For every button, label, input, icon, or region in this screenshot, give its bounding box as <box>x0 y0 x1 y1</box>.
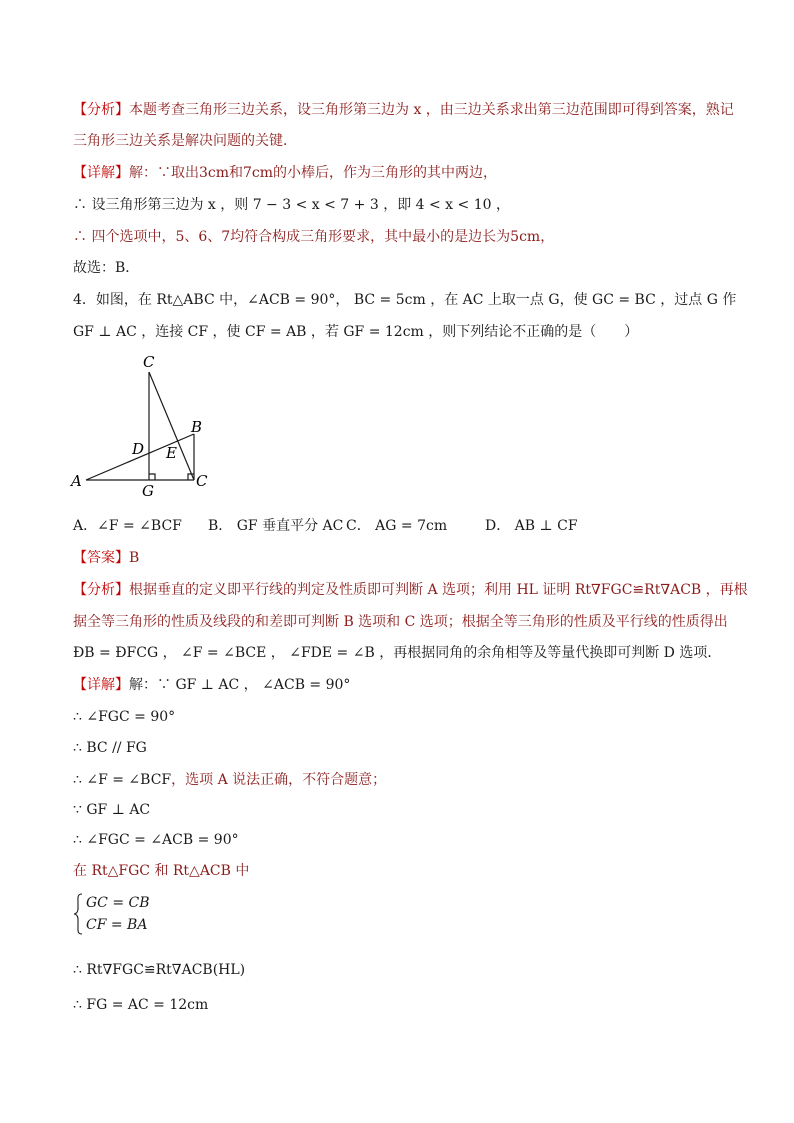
q4-stem-line1: 4．如图，在 Rt△ABC 中，∠ACB = 90°， BC = 5cm ，在 AC 上取一点 G，使 GC = BC ，过点 G 作 <box>73 292 737 308</box>
label-C-top: C <box>143 353 155 371</box>
q4-analysis-tag: 【分析】 <box>73 582 129 598</box>
q4-analysis-line2: 据全等三角形的性质及线段的和差即可判断 B 选项和 C 选项；根据全等三角形的性质及平行线的性质得出 <box>73 614 728 630</box>
q3-choice: 故选：B． <box>73 260 140 276</box>
label-E: E <box>166 444 177 462</box>
q4-analysis-text1: 根据垂直的定义即平行线的判定及性质即可判断 A 选项；利用 HL 证明 Rt∇FGC≌Rt∇ACB ，再根 <box>129 582 748 598</box>
label-G: G <box>142 482 154 500</box>
label-D: D <box>132 440 145 458</box>
q4-geometry-figure <box>65 348 225 503</box>
label-B: B <box>191 418 203 436</box>
label-A: A <box>71 472 82 490</box>
q4-case-brace <box>73 893 83 935</box>
q3-detail-tag: 【详解】 <box>73 165 129 181</box>
q4-option-b: B． GF 垂直平分 AC <box>208 518 344 534</box>
q3-detail-line1 <box>73 163 497 183</box>
q4-case-line2: CF = BA <box>86 917 148 933</box>
label-C-bottom: C <box>196 472 208 490</box>
q4-case-line1: GC = CB <box>86 895 150 911</box>
q3-detail-line3: ∴ 四个选项中，5、6、7均符合构成三角形要求，其中最小的是边长为5cm， <box>73 229 555 245</box>
q3-detail-line2: ∴ 设三角形第三边为 x ，则 7 − 3 < x < 7 + 3 ，即 4 < x < 10 ， <box>73 197 510 213</box>
q4-detail-line2: ∴ ∠FGC = 90° <box>73 709 176 725</box>
q4-detail-text1: 解：∵ GF ⊥ AC ， ∠ACB = 90° <box>129 677 351 693</box>
q4-detail-text4: ，选项 A 说法正确，不符合题意； <box>171 772 387 788</box>
q3-analysis-text1: 本题考查三角形三边关系，设三角形第三边为 x ，由三边关系求出第三边范围即可得到答案，熟记 <box>129 102 734 118</box>
right-angle-mark-G <box>149 474 155 480</box>
q4-detail-line4 <box>73 770 386 790</box>
q4-detail-line1 <box>73 675 350 695</box>
q4-detail-line7: 在 Rt△FGC 和 Rt△ACB 中 <box>73 863 250 879</box>
q4-detail-line5: ∵ GF ⊥ AC <box>73 802 151 818</box>
q4-detail-line3: ∴ BC // FG <box>73 740 147 756</box>
q4-analysis-line3: ÐB = ÐFCG ， ∠F = ∠BCE ， ∠FDE = ∠B ，再根据同角的余角相等及等量代换即可判断 D 选项． <box>73 645 722 661</box>
q4-option-a: A．∠F = ∠BCF <box>73 518 182 534</box>
q4-detail-text4-math: ∴ ∠F = ∠BCF <box>73 772 172 788</box>
q4-answer-value: B <box>129 550 140 566</box>
q4-detail-tag: 【详解】 <box>73 677 129 693</box>
q4-detail-line9: ∴ FG = AC = 12cm <box>73 997 209 1013</box>
q3-detail-text1: 解：∵取出3cm和7cm的小棒后，作为三角形的其中两边， <box>129 165 498 181</box>
q4-option-c: C． AG = 7cm <box>346 518 448 534</box>
q4-analysis-line1 <box>73 580 748 600</box>
q3-analysis-line2: 三角形三边关系是解决问题的关键． <box>73 133 297 149</box>
q4-answer-line <box>73 548 139 568</box>
q4-answer-tag: 【答案】 <box>73 550 129 566</box>
q4-detail-line8: ∴ Rt∇FGC≌Rt∇ACB(HL) <box>73 962 246 978</box>
q3-analysis-tag: 【分析】 <box>73 102 129 118</box>
q3-analysis-line1 <box>73 100 734 120</box>
q4-option-d: D． AB ⊥ CF <box>485 518 578 534</box>
q4-stem-line2: GF ⊥ AC ，连接 CF ，使 CF = AB ，若 GF = 12cm ，则下列结论不正确的是（ ） <box>73 324 639 340</box>
segment-FC <box>149 372 194 480</box>
q4-detail-line6: ∴ ∠FGC = ∠ACB = 90° <box>73 832 239 848</box>
